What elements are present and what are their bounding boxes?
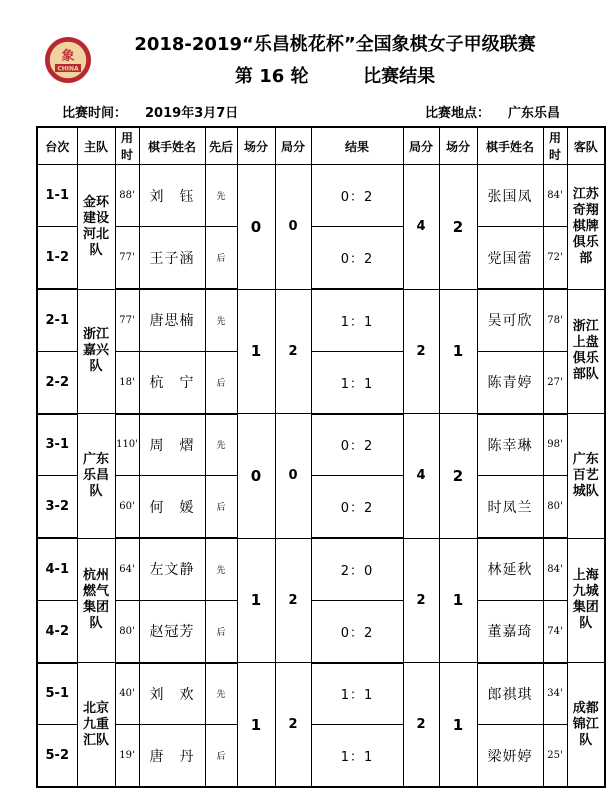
away-match-points: 1 [439, 663, 477, 788]
col-header-home-match-points: 场分 [237, 127, 275, 165]
away-time: 78' [543, 289, 567, 351]
board-result: 1：1 [311, 351, 403, 413]
table-header-row [37, 127, 605, 165]
away-match-points: 1 [439, 289, 477, 414]
board-number: 3-1 [37, 414, 77, 476]
home-team-name: 广东乐昌队 [82, 451, 109, 499]
home-team [77, 289, 115, 414]
away-time: 27' [543, 351, 567, 413]
board-result: 0：2 [311, 414, 403, 476]
home-team [77, 414, 115, 539]
away-team [567, 538, 605, 663]
away-team-name: 江苏奇翔棋牌俱乐部 [572, 186, 599, 266]
away-game-points: 4 [403, 414, 439, 539]
away-player: 张国凤 [477, 165, 543, 227]
away-team [567, 165, 605, 290]
away-game-points: 2 [403, 663, 439, 788]
home-player: 杭 宁 [139, 351, 205, 413]
round-number: 16 [259, 66, 285, 87]
away-player: 时凤兰 [477, 476, 543, 538]
home-time: 40' [115, 663, 139, 725]
chess-association-emblem-icon [44, 36, 92, 84]
away-player: 梁妍婷 [477, 725, 543, 787]
move-order: 先 [205, 538, 237, 600]
board-number: 2-2 [37, 351, 77, 413]
home-team [77, 165, 115, 290]
col-header-away-time: 用时 [543, 127, 567, 165]
logo-glyph: 象 [61, 49, 75, 64]
home-player: 刘 钰 [139, 165, 205, 227]
board-number: 5-2 [37, 725, 77, 787]
move-order: 后 [205, 725, 237, 787]
table-row [37, 289, 605, 351]
move-order: 后 [205, 476, 237, 538]
home-time: 77' [115, 227, 139, 289]
home-game-points: 0 [275, 414, 311, 539]
away-team-name: 广东百艺城队 [572, 451, 599, 499]
home-player: 赵冠芳 [139, 600, 205, 662]
board-number: 1-1 [37, 165, 77, 227]
home-player: 刘 欢 [139, 663, 205, 725]
away-match-points: 1 [439, 538, 477, 663]
col-header-order: 先后 [205, 127, 237, 165]
board-result: 0：2 [311, 227, 403, 289]
home-time: 88' [115, 165, 139, 227]
home-game-points: 2 [275, 663, 311, 788]
away-game-points: 2 [403, 538, 439, 663]
home-time: 77' [115, 289, 139, 351]
away-player: 吴可欣 [477, 289, 543, 351]
table-row [37, 351, 605, 413]
col-header-home-team: 主队 [77, 127, 115, 165]
home-game-points: 0 [275, 165, 311, 290]
away-player: 陈青婷 [477, 351, 543, 413]
board-result: 0：2 [311, 476, 403, 538]
round-result-label: 比赛结果 [363, 66, 436, 87]
away-time: 84' [543, 538, 567, 600]
board-number: 4-1 [37, 538, 77, 600]
table-row [37, 476, 605, 538]
col-header-home-game-points: 局分 [275, 127, 311, 165]
venue-label: 比赛地点： [424, 106, 490, 121]
away-player: 董嘉琦 [477, 600, 543, 662]
home-time: 110' [115, 414, 139, 476]
table-row [37, 600, 605, 662]
away-time: 98' [543, 414, 567, 476]
board-number: 5-1 [37, 663, 77, 725]
home-player: 王子涵 [139, 227, 205, 289]
date-value: 2019年3月7日 [145, 106, 239, 121]
match-venue [425, 102, 560, 121]
home-player: 左文静 [139, 538, 205, 600]
away-time: 25' [543, 725, 567, 787]
away-player: 党国蕾 [477, 227, 543, 289]
table-row [37, 725, 605, 787]
home-time: 19' [115, 725, 139, 787]
board-result: 1：1 [311, 663, 403, 725]
date-label: 比赛时间： [62, 106, 128, 121]
table-row [37, 414, 605, 476]
col-header-away-game-points: 局分 [403, 127, 439, 165]
away-team-name: 浙江上盘俱乐部队 [572, 319, 599, 383]
home-game-points: 2 [275, 538, 311, 663]
move-order: 后 [205, 351, 237, 413]
home-match-points: 0 [237, 165, 275, 290]
away-time: 72' [543, 227, 567, 289]
board-result: 1：1 [311, 725, 403, 787]
board-number: 1-2 [37, 227, 77, 289]
home-team-name: 金环建设河北队 [82, 194, 109, 258]
board-result: 0：2 [311, 600, 403, 662]
home-time: 80' [115, 600, 139, 662]
col-header-away-team: 客队 [567, 127, 605, 165]
home-match-points: 1 [237, 538, 275, 663]
board-number: 2-1 [37, 289, 77, 351]
away-team-name: 上海九城集团队 [572, 568, 599, 632]
away-match-points: 2 [439, 414, 477, 539]
away-time: 80' [543, 476, 567, 538]
move-order: 先 [205, 165, 237, 227]
page-title: 2018-2019“乐昌桃花杯”全国象棋女子甲级联赛 [134, 34, 536, 55]
round-prefix: 第 [234, 66, 253, 87]
col-header-home-player: 棋手姓名 [139, 127, 205, 165]
home-player: 唐思楠 [139, 289, 205, 351]
board-number: 3-2 [37, 476, 77, 538]
away-match-points: 2 [439, 165, 477, 290]
away-game-points: 2 [403, 289, 439, 414]
table-row [37, 663, 605, 725]
col-header-board: 台次 [37, 127, 77, 165]
table-row [37, 538, 605, 600]
away-time: 74' [543, 600, 567, 662]
home-team-name: 杭州燃气集团队 [82, 568, 109, 632]
home-player: 唐 丹 [139, 725, 205, 787]
board-result: 1：1 [311, 289, 403, 351]
move-order: 后 [205, 600, 237, 662]
away-team [567, 289, 605, 414]
move-order: 后 [205, 227, 237, 289]
col-header-result: 结果 [311, 127, 403, 165]
logo-text: CHINA [57, 65, 79, 73]
home-time: 18' [115, 351, 139, 413]
board-number: 4-2 [37, 600, 77, 662]
away-time: 84' [543, 165, 567, 227]
move-order: 先 [205, 414, 237, 476]
away-player: 陈幸琳 [477, 414, 543, 476]
away-game-points: 4 [403, 165, 439, 290]
home-player: 何 媛 [139, 476, 205, 538]
move-order: 先 [205, 663, 237, 725]
page-subtitle [100, 62, 570, 88]
home-time: 64' [115, 538, 139, 600]
match-date [62, 102, 238, 121]
association-logo [44, 36, 92, 84]
col-header-away-match-points: 场分 [439, 127, 477, 165]
away-team [567, 663, 605, 788]
board-result: 0：2 [311, 165, 403, 227]
results-table [36, 126, 606, 788]
table-row [37, 165, 605, 227]
round-suffix: 轮 [290, 66, 309, 87]
move-order: 先 [205, 289, 237, 351]
home-match-points: 1 [237, 663, 275, 788]
away-player: 林延秋 [477, 538, 543, 600]
board-result: 2：0 [311, 538, 403, 600]
home-player: 周 熠 [139, 414, 205, 476]
col-header-home-time: 用时 [115, 127, 139, 165]
away-team [567, 414, 605, 539]
home-team [77, 663, 115, 788]
col-header-away-player: 棋手姓名 [477, 127, 543, 165]
home-team-name: 浙江嘉兴队 [82, 327, 109, 375]
home-match-points: 0 [237, 414, 275, 539]
home-team [77, 538, 115, 663]
home-match-points: 1 [237, 289, 275, 414]
away-team-name: 成都锦江队 [572, 700, 599, 748]
away-time: 34' [543, 663, 567, 725]
home-team-name: 北京九重汇队 [82, 700, 109, 748]
venue-value: 广东乐昌 [507, 106, 560, 121]
away-player: 郎祺琪 [477, 663, 543, 725]
home-game-points: 2 [275, 289, 311, 414]
home-time: 60' [115, 476, 139, 538]
table-row [37, 227, 605, 289]
